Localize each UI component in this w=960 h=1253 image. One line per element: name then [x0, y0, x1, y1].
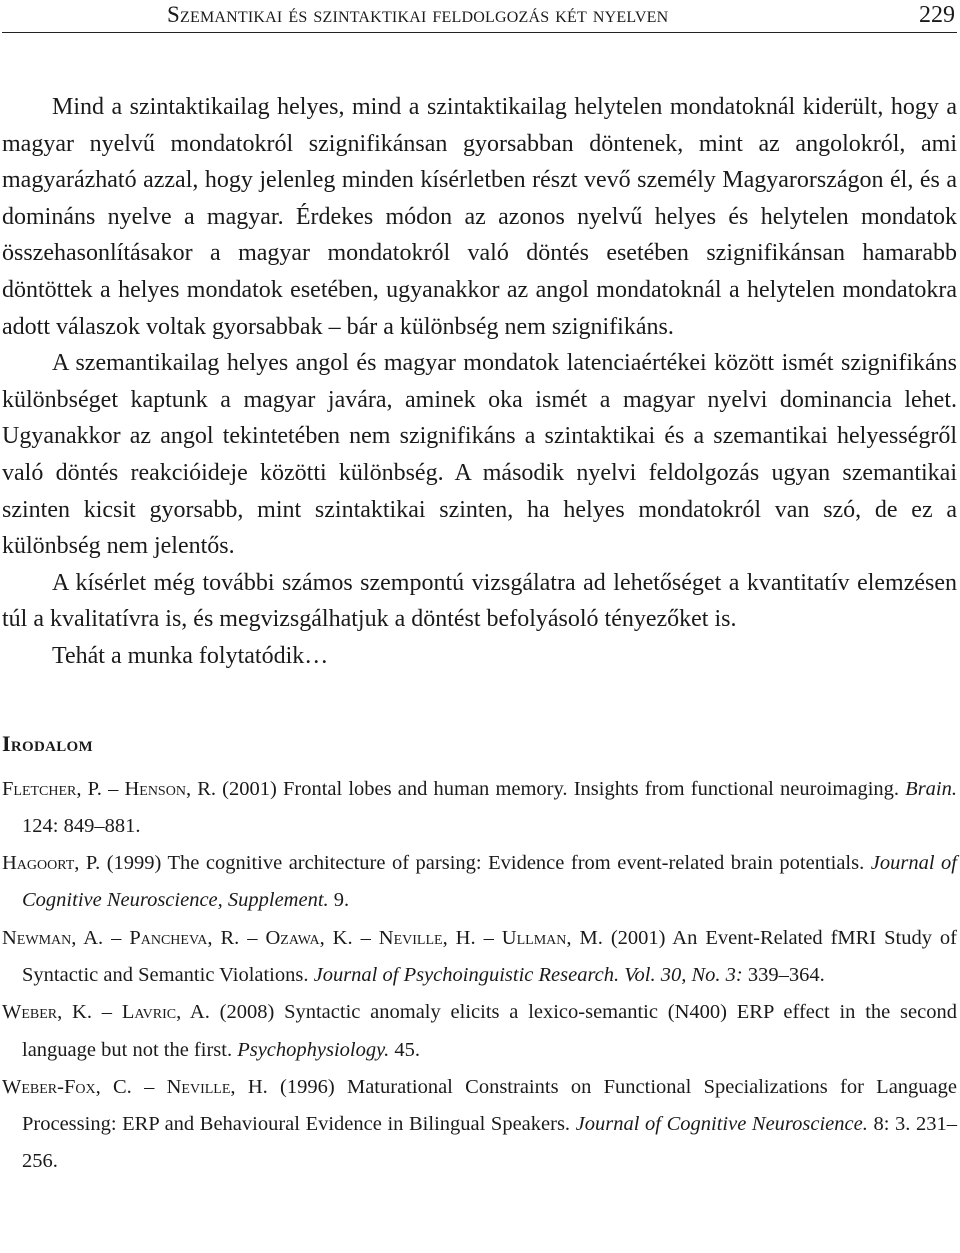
reference-journal: Psychophysiology. — [237, 1038, 390, 1061]
reference-authors: Fletcher, P. – Henson, R. — [2, 777, 217, 800]
reference-authors: Weber, K. – Lavric, A. — [2, 1001, 210, 1024]
reference-tail: 45. — [389, 1038, 420, 1061]
paragraph-4: Tehát a munka folytatódik… — [52, 642, 329, 669]
reference-entry — [2, 1069, 957, 1181]
references-heading: Irodalom — [2, 730, 93, 756]
reference-journal: Journal of Cognitive Neuroscience, Supplement. — [22, 852, 957, 912]
reference-text: (1996) Maturational Constraints on Functional Specializations for Language Processing: ERP and Behavioural Evidence in Bilingual Speakers. — [22, 1075, 957, 1136]
references-list — [2, 771, 957, 1181]
running-head-title: Szemantikai és szintaktikai feldolgozás két nyelven — [167, 2, 669, 27]
paragraph-3: A kísérlet még további számos szempontú vizsgálatra ad lehetőséget a kvantitatív elemzésen túl a kvalitatívra is, és megvizsgálhatjuk a döntést befolyásoló tényezőket is. — [2, 569, 957, 633]
paragraph-2: A szemantikailag helyes angol és magyar mondatok latenciaértékei között ismét szignifikáns különbséget kaptunk a magyar javára, aminek oka ismét a magyar nyelvi dominancia lehet. Ugyanakkor az angol tekintetében nem szignifikáns a szintaktikai és a szemantikai helyességről való döntés reakcióideje közötti különbség. A második nyelvi feldolgozás ugyan szemantikai szinten kicsit gyorsabb, mint szintaktikai szinten, ha helyes mondatokról van szó, de ez a különbség nem jelentős. — [2, 350, 957, 560]
reference-authors: Newman, A. – Pancheva, R. – Ozawa, K. – Neville, H. – Ullman, M. — [2, 926, 603, 949]
reference-text: (1999) The cognitive architecture of parsing: Evidence from event-related brain potentials. — [100, 852, 871, 875]
page-number: 229 — [919, 2, 955, 28]
reference-entry — [2, 994, 957, 1069]
reference-tail: 8: 3. 231–256. — [22, 1113, 957, 1173]
running-head — [2, 0, 957, 33]
reference-tail: 339–364. — [742, 963, 825, 986]
reference-journal: Journal of Cognitive Neuroscience. — [575, 1113, 868, 1136]
reference-tail: 124: 849–881. — [22, 814, 141, 837]
reference-tail: 9. — [328, 889, 350, 912]
paragraph-1: Mind a szintaktikailag helyes, mind a szintaktikailag helytelen mondatoknál kiderült, hogy a magyar nyelvű mondatokról szignifikánsan gyorsabban döntenek, mint az angolokról, ami magyarázható azzal, hogy jelenleg minden kísérletben részt vevő személy Magyarországon él, és a domináns nyelve a magyar. Érdekes módon az azonos nyelvű helyes és helytelen mondatok összehasonlításakor a magyar mondatokról való döntés esetében szignifikánsan hamarabb döntöttek a helyes mondatok esetében, ugyanakkor az angol mondatoknál a helytelen mondatokra adott válaszok voltak gyorsabbak – bár a különbség nem szignifikáns. — [2, 94, 957, 340]
body-text — [2, 89, 957, 675]
reference-text: (2008) Syntactic anomaly elicits a lexico-semantic (N400) ERP effect in the second language but not the first. — [22, 1001, 957, 1061]
reference-entry — [2, 771, 957, 846]
reference-text: (2001) An Event-Related fMRI Study of Syntactic and Semantic Violations. — [22, 926, 957, 986]
reference-journal: Journal of Psychoinguistic Research. Vol. 30, No. 3: — [313, 963, 743, 986]
reference-authors: Weber-Fox, C. – Neville, H. — [2, 1075, 268, 1098]
reference-authors: Hagoort, P. — [2, 852, 101, 875]
reference-entry — [2, 845, 957, 920]
reference-text: (2001) Frontal lobes and human memory. Insights from functional neuroimaging. — [216, 777, 906, 800]
reference-entry — [2, 920, 957, 995]
reference-journal: Brain. — [905, 777, 957, 800]
